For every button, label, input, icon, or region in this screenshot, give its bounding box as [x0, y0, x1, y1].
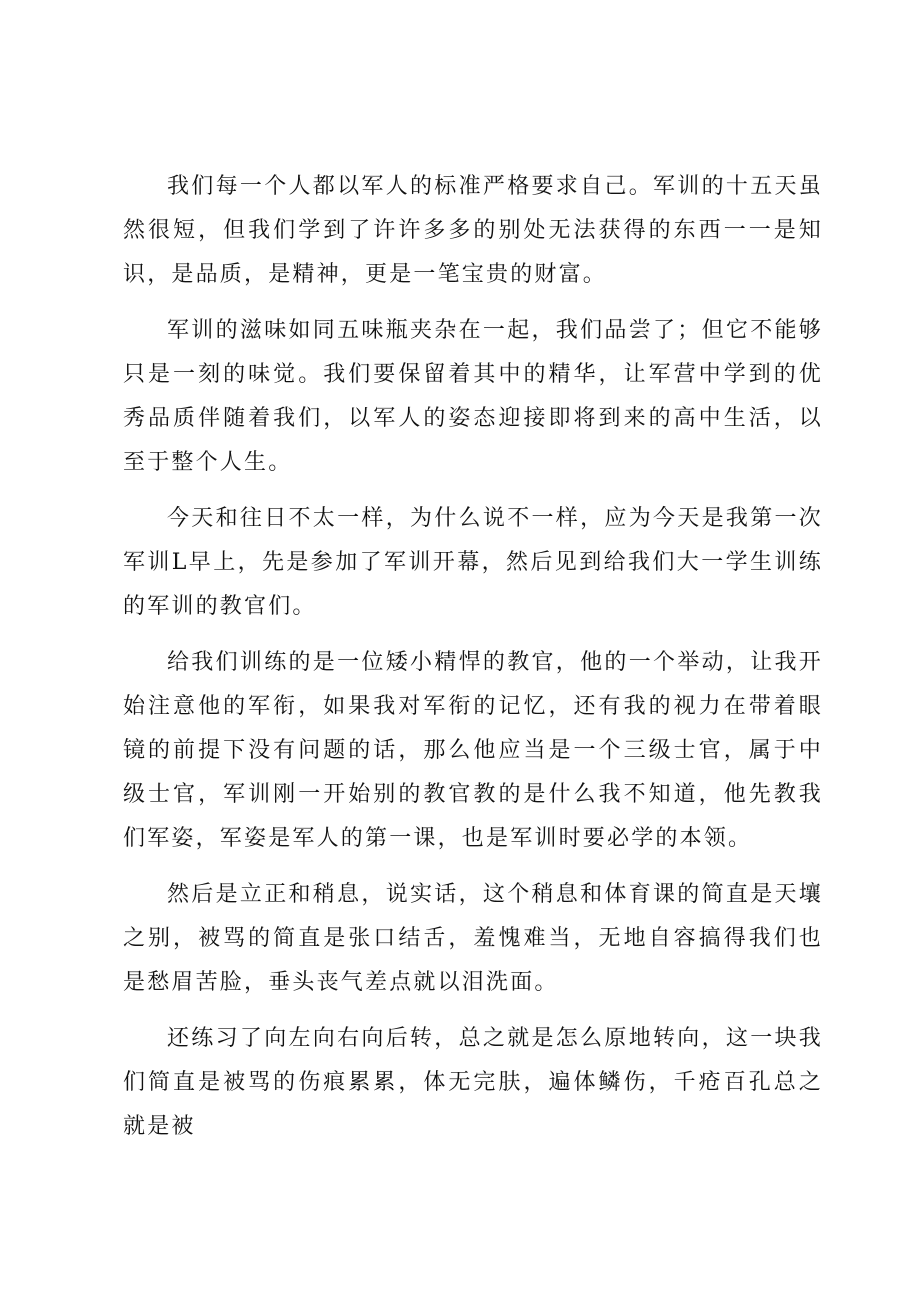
- document-body: [123, 165, 823, 1161]
- paragraph-3: 今天和往日不太一样，为什么说不一样，应为今天是我第一次军训L早上，先是参加了军训开幕，然后见到给我们大一学生训练的军训的教官们。: [123, 506, 823, 619]
- paragraph-1: 我们每一个人都以军人的标准严格要求自己。军训的十五天虽然很短，但我们学到了许许多多的别处无法获得的东西一一是知识，是品质，是精神，更是一笔宝贵的财富。: [123, 174, 823, 287]
- paragraph-6: 还练习了向左向右向后转，总之就是怎么原地转向，这一块我们简直是被骂的伤痕累累，体无完肤，遍体鳞伤，千疮百孔总之就是被: [123, 1026, 823, 1139]
- paragraph-4: 给我们训练的是一位矮小精悍的教官，他的一个举动，让我开始注意他的军衔，如果我对军衔的记忆，还有我的视力在带着眼镜的前提下没有问题的话，那么他应当是一个三级士官，属于中级士官，军训刚一开始别的教官教的是什么我不知道，他先教我们军姿，军姿是军人的第一课，也是军训时要必学的本领。: [123, 650, 823, 851]
- paragraph-5: 然后是立正和稍息，说实话，这个稍息和体育课的简直是天壤之别，被骂的简直是张口结舌，羞愧难当，无地自容搞得我们也是愁眉苦脸，垂头丧气差点就以泪洗面。: [123, 882, 823, 995]
- paragraph-2: 军训的滋味如同五味瓶夹杂在一起，我们品尝了；但它不能够只是一刻的味觉。我们要保留着其中的精华，让军营中学到的优秀品质伴随着我们，以军人的姿态迎接即将到来的高中生活，以至于整个人生。: [123, 318, 823, 475]
